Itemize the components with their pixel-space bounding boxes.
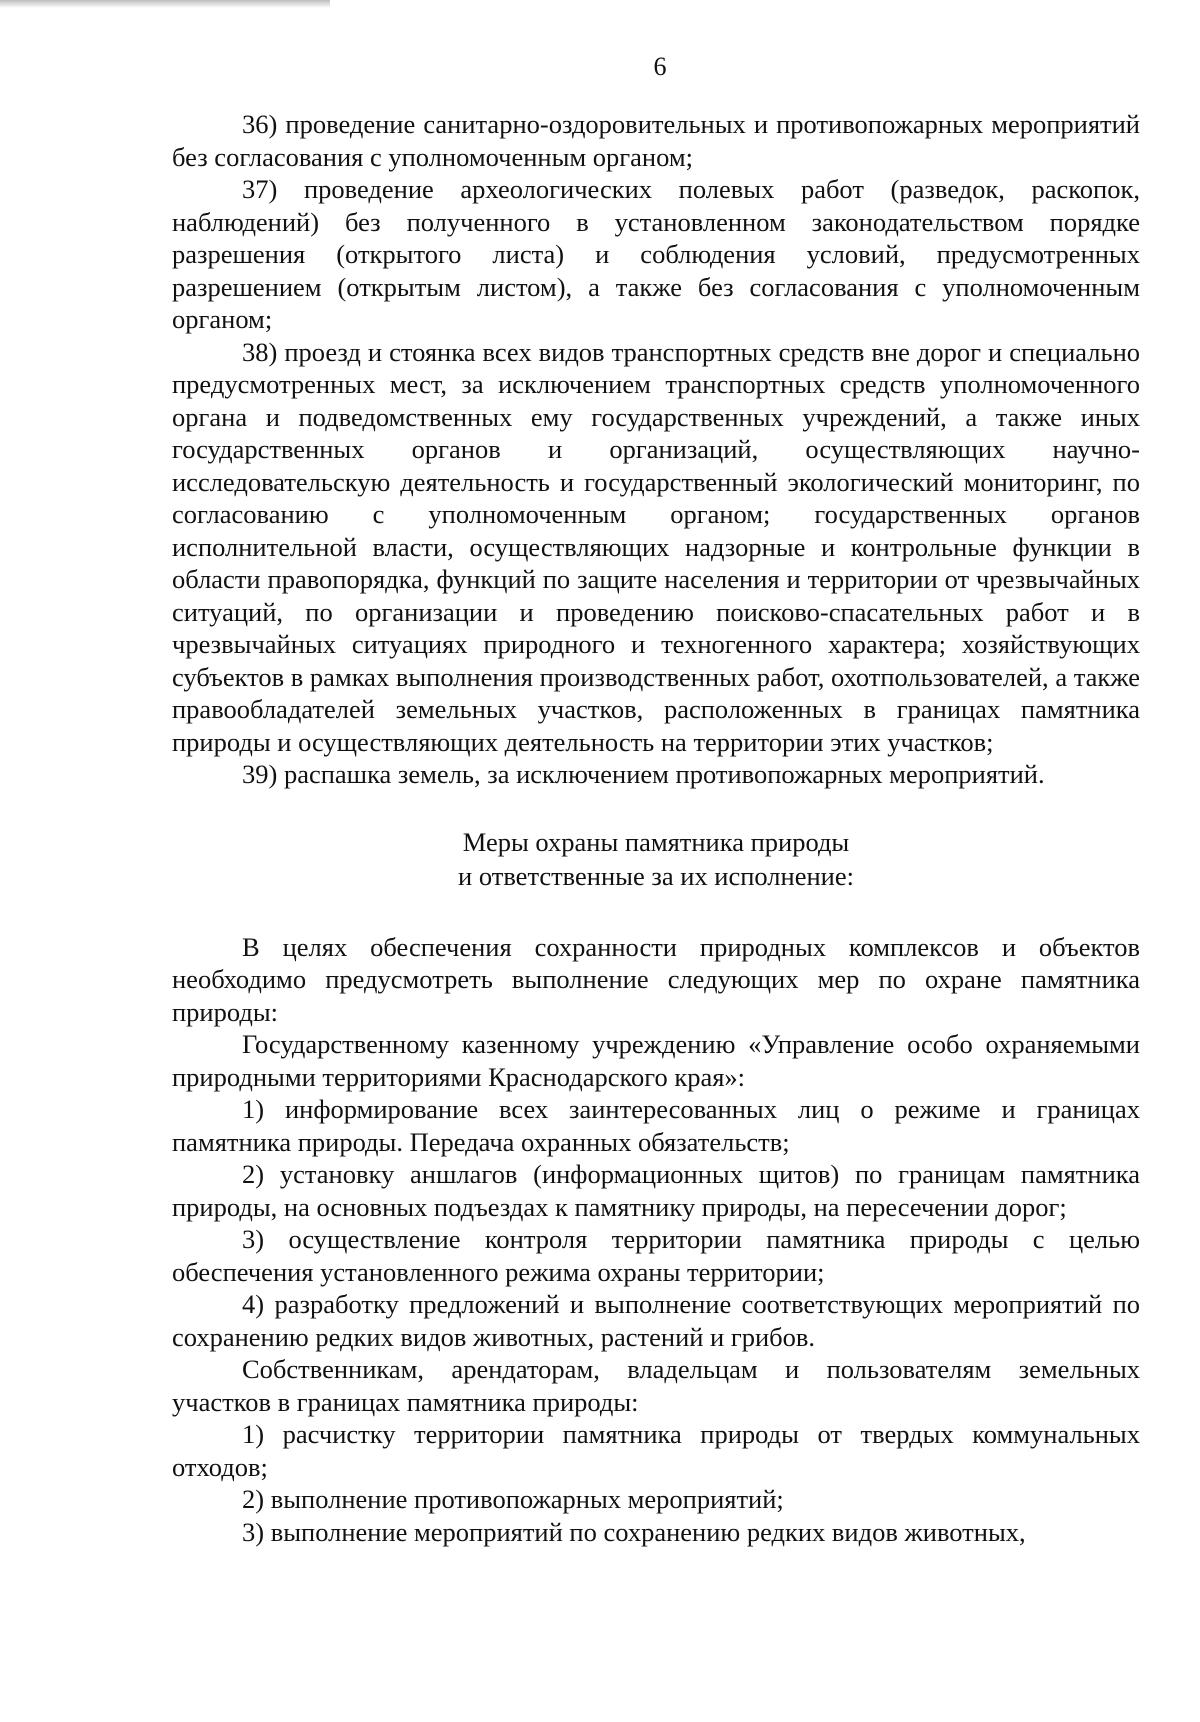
page-number: 6 xyxy=(653,52,667,81)
paragraph-measure-3: 3) осуществление контроля территории памятника природы с целью обеспечения установленного режима охраны территории; xyxy=(172,1224,1140,1287)
section-heading-line-2: и ответственные за их исполнение: xyxy=(458,860,854,891)
paragraph-item-36: 36) проведение санитарно-оздоровительных и противопожарных мероприятий без согласования с уполномоченным органом; xyxy=(172,109,1140,172)
section-heading-line-1: Меры охраны памятника природы xyxy=(462,826,850,857)
paragraph-intro: В целях обеспечения сохранности природных комплексов и объектов необходимо предусмотреть выполнение следующих мер по охране памятника природы: xyxy=(172,931,1140,1027)
paragraph-item-38: 38) проезд и стоянка всех видов транспортных средств вне дорог и специально предусмотренных мест, за исключением транспортных средств уполномоченного органа и подведомственных ему государственных учреждений, а также иных государственных органов и организаций, осуществляющих научно-исследовательскую деятельность и государственный экологический мониторинг, по согласованию с уполномоченным органом; государственных органов исполнительной власти, осуществляющих надзорные и контрольные функции в области правопорядка, функций по защите населения и территории от чрезвычайных ситуаций, по организации и проведению поисково-спасательных работ и в чрезвычайных ситуациях природного и техногенного характера; хозяйствующих субъектов в рамках выполнения производственных работ, охотпользователей, а также правообладателей земельных участков, расположенных в границах памятника природы и осуществляющих деятельность на территории этих участков; xyxy=(172,336,1140,757)
paragraph-item-37: 37) проведение археологических полевых работ (разведок, раскопок, наблюдений) без полученного в установленном законодательством порядке разрешения (открытого листа) и соблюдения условий, предусмотренных разрешением (открытым листом), а также без согласования с уполномоченным органом; xyxy=(172,174,1140,334)
paragraph-owner-measure-3: 3) выполнение мероприятий по сохранению редких видов животных, xyxy=(242,1516,1026,1547)
paragraph-measure-2: 2) установку аншлагов (информационных щитов) по границам памятника природы, на основных подъездах к памятнику природы, на пересечении дорог; xyxy=(172,1159,1140,1222)
paragraph-measure-1: 1) информирование всех заинтересованных лиц о режиме и границах памятника природы. Передача охранных обязательств; xyxy=(172,1094,1140,1157)
paragraph-responsible-institution: Государственному казенному учреждению «Управление особо охраняемыми природными территориями Краснодарского края»: xyxy=(172,1029,1140,1092)
paragraph-landowners: Собственникам, арендаторам, владельцам и пользователям земельных участков в границах памятника природы: xyxy=(172,1354,1140,1417)
paragraph-item-39: 39) распашка земель, за исключением противопожарных мероприятий. xyxy=(242,759,1045,789)
document-body xyxy=(172,108,1140,1548)
paragraph-measure-4: 4) разработку предложений и выполнение соответствующих мероприятий по сохранению редких видов животных, растений и грибов. xyxy=(172,1289,1140,1352)
section-heading xyxy=(172,825,1140,893)
paragraph-owner-measure-1: 1) расчистку территории памятника природы от твердых коммунальных отходов; xyxy=(172,1419,1140,1482)
paragraph-owner-measure-2: 2) выполнение противопожарных мероприятий; xyxy=(242,1484,784,1514)
